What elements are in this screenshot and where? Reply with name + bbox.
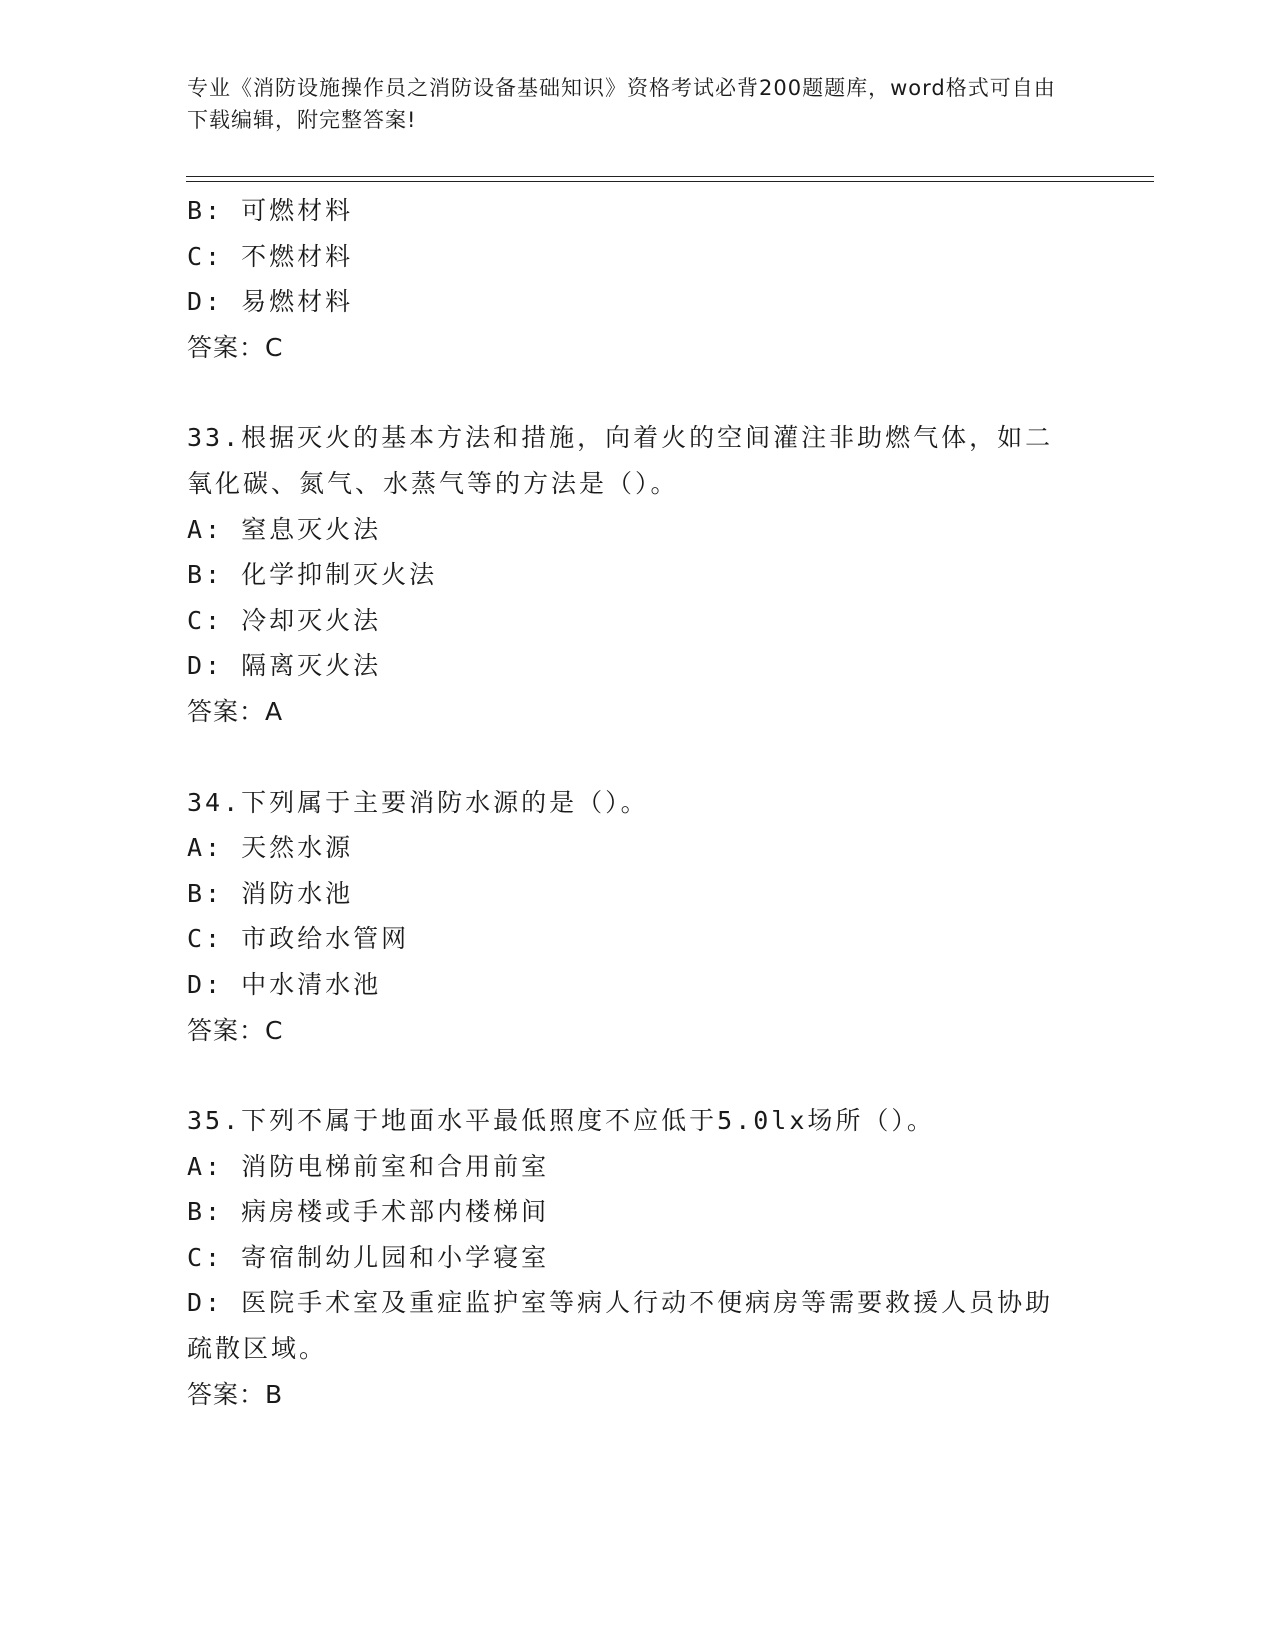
question-stem: 35.下列不属于地面水平最低照度不应低于5.0lx场所（）。 (187, 1106, 935, 1136)
question-list (187, 188, 1087, 1417)
option-c: C: 冷却灭火法 (187, 605, 382, 635)
header-rule-top (186, 176, 1154, 177)
option-b: B: 病房楼或手术部内楼梯间 (187, 1197, 550, 1227)
option-c: C: 市政给水管网 (187, 924, 410, 954)
answer: 答案：C (187, 332, 284, 362)
option-d: D: 医院手术室及重症监护室等病人行动不便病房等需要救援人员协助疏散区域。 (187, 1288, 1054, 1364)
option-c: C: 不燃材料 (187, 241, 354, 271)
question-block (187, 188, 1087, 370)
option-a: A: 窒息灭火法 (187, 514, 382, 544)
answer: 答案：B (187, 1379, 284, 1409)
question-stem: 33.根据灭火的基本方法和措施，向着火的空间灌注非助燃气体，如二氧化碳、氮气、水蒸气等的方法是（）。 (187, 423, 1054, 498)
option-b: B: 消防水池 (187, 878, 354, 908)
answer: 答案：C (187, 1015, 284, 1045)
question-block (187, 415, 1087, 734)
option-b: B: 可燃材料 (187, 196, 354, 225)
document-header: 专业《消防设施操作员之消防设备基础知识》资格考试必背200题题库，word格式可自由下载编辑，附完整答案! (187, 76, 1056, 132)
option-d: D: 隔离灭火法 (187, 651, 382, 681)
question-block (187, 780, 1087, 1054)
option-b: B: 化学抑制灭火法 (187, 560, 438, 590)
option-c: C: 寄宿制幼儿园和小学寝室 (187, 1242, 550, 1272)
header-rule-bottom (186, 181, 1154, 182)
question-stem: 34.下列属于主要消防水源的是（）。 (187, 787, 649, 817)
question-block (187, 1098, 1087, 1417)
option-a: A: 消防电梯前室和合用前室 (187, 1151, 550, 1181)
option-a: A: 天然水源 (187, 833, 354, 863)
option-d: D: 中水清水池 (187, 969, 382, 999)
option-d: D: 易燃材料 (187, 287, 354, 317)
answer: 答案：A (187, 696, 284, 726)
